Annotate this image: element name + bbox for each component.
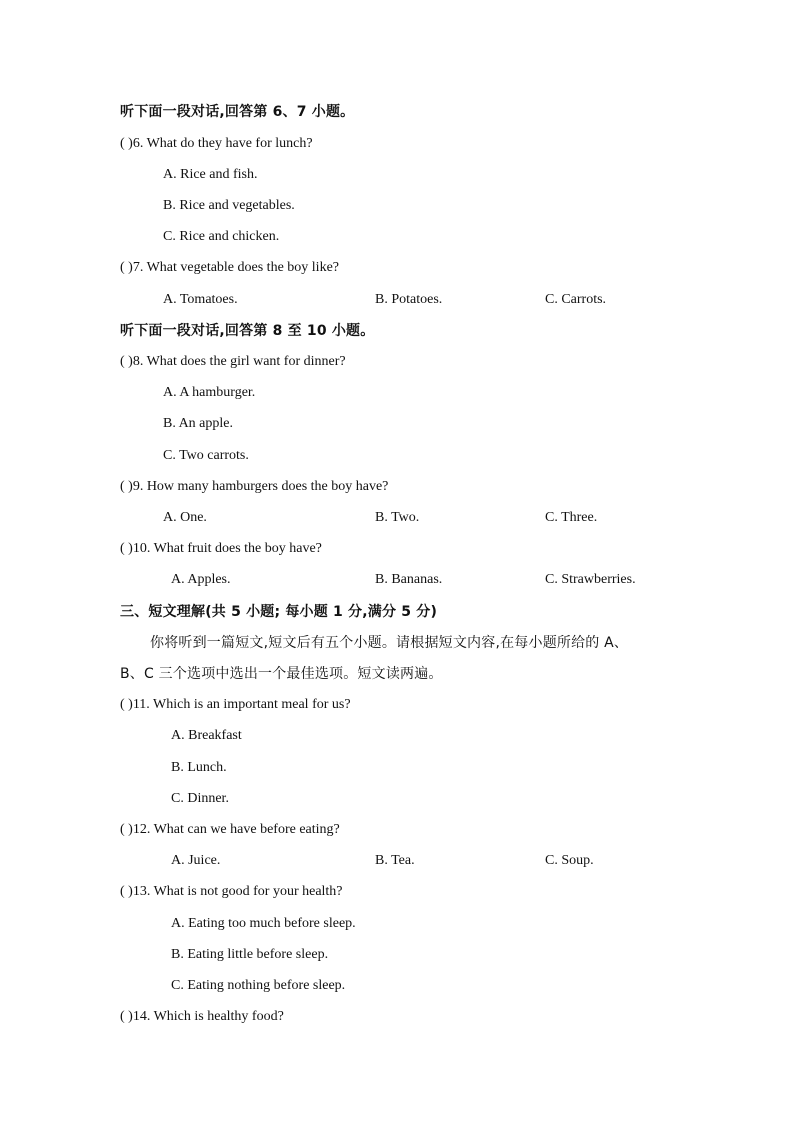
- question-9: ( )9. How many hamburgers does the boy have?: [120, 479, 389, 494]
- question-10-option-a: A. Apples.: [171, 572, 231, 587]
- question-10: ( )10. What fruit does the boy have?: [120, 541, 322, 556]
- question-10-option-c: C. Strawberries.: [545, 572, 636, 587]
- question-11-option-b: B. Lunch.: [171, 760, 227, 775]
- question-6-option-a: A. Rice and fish.: [163, 167, 258, 182]
- question-11-option-c: C. Dinner.: [171, 791, 229, 806]
- question-10-option-b: B. Bananas.: [375, 572, 443, 587]
- question-13-option-a: A. Eating too much before sleep.: [171, 916, 356, 931]
- question-12-option-c: C. Soup.: [545, 853, 594, 868]
- question-12-option-b: B. Tea.: [375, 853, 415, 868]
- question-11-option-a: A. Breakfast: [171, 728, 242, 743]
- section-3-intro-line-1: 你将听到一篇短文,短文后有五个小题。请根据短文内容,在每小题所给的 A、: [150, 635, 629, 651]
- question-13: ( )13. What is not good for your health?: [120, 884, 343, 899]
- question-7: ( )7. What vegetable does the boy like?: [120, 260, 339, 275]
- question-7-option-a: A. Tomatoes.: [163, 292, 238, 307]
- question-6-option-b: B. Rice and vegetables.: [163, 198, 295, 213]
- question-6-option-c: C. Rice and chicken.: [163, 229, 280, 244]
- question-7-option-b: B. Potatoes.: [375, 292, 443, 307]
- question-9-option-a: A. One.: [163, 510, 207, 525]
- question-11: ( )11. Which is an important meal for us?: [120, 697, 351, 712]
- question-7-option-c: C. Carrots.: [545, 292, 607, 307]
- instruction-q6-7: 听下面一段对话,回答第 6、7 小题。: [120, 104, 355, 120]
- question-8-option-c: C. Two carrots.: [163, 448, 249, 463]
- question-9-option-b: B. Two.: [375, 510, 420, 525]
- question-14: ( )14. Which is healthy food?: [120, 1009, 284, 1024]
- question-8-option-b: B. An apple.: [163, 416, 233, 431]
- question-8: ( )8. What does the girl want for dinner?: [120, 354, 346, 369]
- question-6: ( )6. What do they have for lunch?: [120, 136, 313, 151]
- section-3-intro-line-2: B、C 三个选项中选出一个最佳选项。短文读两遍。: [120, 666, 443, 682]
- question-12: ( )12. What can we have before eating?: [120, 822, 340, 837]
- section-3-heading: 三、短文理解(共 5 小题; 每小题 1 分,满分 5 分): [120, 604, 438, 620]
- question-9-option-c: C. Three.: [545, 510, 598, 525]
- instruction-q8-10: 听下面一段对话,回答第 8 至 10 小题。: [120, 323, 375, 339]
- question-12-option-a: A. Juice.: [171, 853, 221, 868]
- question-8-option-a: A. A hamburger.: [163, 385, 256, 400]
- question-13-option-b: B. Eating little before sleep.: [171, 947, 329, 962]
- question-13-option-c: C. Eating nothing before sleep.: [171, 978, 346, 993]
